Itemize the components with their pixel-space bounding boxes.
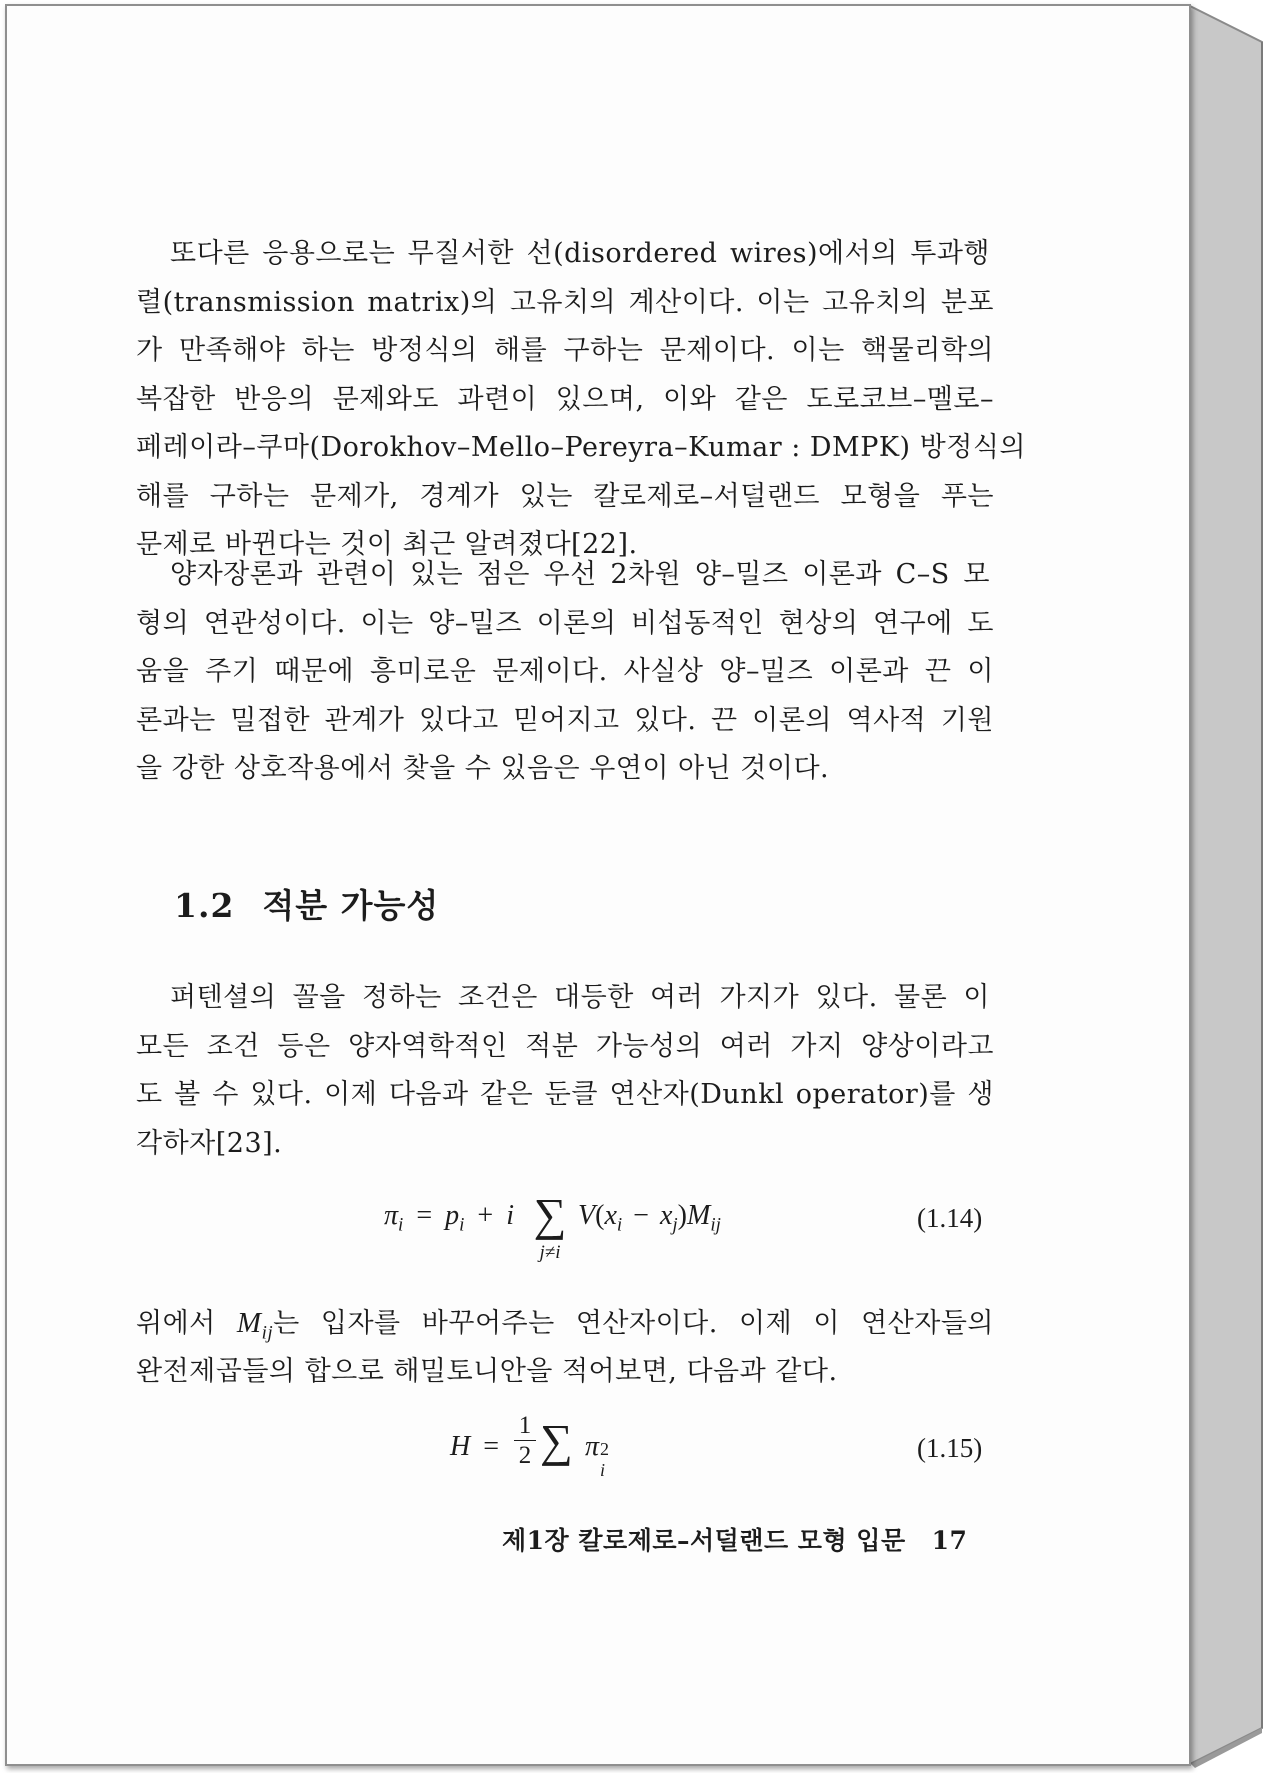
section-title: 적분 가능성 — [262, 886, 440, 925]
fraction-denominator: 2 — [518, 1442, 532, 1469]
page-number: 17 — [931, 1526, 968, 1555]
math-subscript: i — [459, 1214, 465, 1236]
math-symbol: x — [604, 1200, 617, 1231]
math-operator: + — [477, 1200, 494, 1231]
chapter-title: 제1장 칼로제로–서덜랜드 모형 입문 — [502, 1526, 906, 1555]
text-line: 움을 주기 때문에 흥미로운 문제이다. 사실상 양–밀즈 이론과 끈 이 — [136, 656, 994, 687]
text-line: 또다른 응용으로는 무질서한 선(disordered wires)에서의 투과행 — [170, 238, 990, 269]
summation-1-15: ∑ — [540, 1415, 573, 1466]
paragraph-applications-cont — [136, 279, 1026, 570]
text-line: 론과는 밀접한 관계가 있다고 믿어지고 있다. 끈 이론의 역사적 기원 — [136, 704, 994, 736]
math-symbol: M — [687, 1200, 711, 1231]
page-footer — [502, 1521, 967, 1557]
sigma-symbol: ∑ — [533, 1189, 567, 1240]
summation-subscript: j≠i — [539, 1242, 561, 1263]
equation-1-14 — [384, 1200, 514, 1237]
math-symbol: H — [450, 1431, 471, 1462]
text-fragment: 위에서 — [136, 1308, 237, 1339]
math-subscript: ij — [710, 1214, 721, 1236]
math-operator: − — [633, 1200, 649, 1231]
fraction-one-half — [514, 1412, 536, 1471]
equation-1-15 — [450, 1431, 505, 1463]
paragraph-hamiltonian — [136, 1299, 994, 1396]
summation-1-14 — [526, 1189, 574, 1264]
text-line: 각하자[23]. — [136, 1127, 283, 1159]
paragraph-quantum-field-theory-cont — [136, 600, 994, 794]
paragraph-dunkl-intro — [170, 974, 990, 1023]
equation-number-1-14: (1.14) — [917, 1203, 983, 1233]
text-line: 완전제곱들의 합으로 해밀토니안을 적어보면, 다음과 같다. — [136, 1355, 838, 1387]
inline-math-symbol: M — [236, 1307, 262, 1339]
text-line: 가 만족해야 하는 방정식의 해를 구하는 문제이다. 이는 핵물리학의 — [136, 335, 994, 366]
math-subscript: i — [600, 1460, 606, 1480]
paragraph-applications — [170, 230, 990, 279]
text-line: 렬(transmission matrix)의 고유치의 계산이다. 이는 고유치의 분포 — [136, 286, 994, 318]
math-subscript: i — [398, 1214, 404, 1236]
math-symbol: V — [578, 1200, 596, 1231]
inline-math-subscript: ij — [261, 1322, 274, 1344]
paragraph-quantum-field-theory — [170, 551, 990, 600]
pi-squared — [585, 1431, 611, 1480]
text-line: 모든 조건 등은 양자역학적인 적분 가능성의 여러 가지 양상이라고 — [136, 1030, 994, 1062]
math-symbol: x — [659, 1200, 673, 1231]
text-line: 복잡한 반응의 문제와도 과련이 있으며, 이와 같은 도로코브–멜로– — [136, 383, 994, 415]
equation-number-1-15: (1.15) — [917, 1433, 983, 1463]
text-fragment: 는 입자를 바꾸어주는 연산자이다. 이제 이 연산자들의 — [273, 1308, 994, 1339]
math-symbol: p — [445, 1200, 460, 1231]
math-subscript: i — [616, 1214, 623, 1236]
math-symbol: π — [585, 1431, 600, 1462]
math-superscript: 2 — [600, 1439, 610, 1459]
text-line — [136, 1299, 994, 1348]
text-line: 도 볼 수 있다. 이제 다음과 같은 둔클 연산자(Dunkl operator)를 생 — [136, 1079, 994, 1110]
equation-1-14-rhs: $V(x_i - x_j)M_{ij}$ — [578, 1200, 721, 1236]
text-line: 해를 구하는 문제가, 경계가 있는 칼로제로–서덜랜드 모형을 푸는 — [136, 480, 994, 512]
text-line: 페레이라–쿠마(Dorokhov–Mello–Pereyra–Kumar : DMPK) 방정식의 — [136, 432, 1026, 463]
math-operator: = — [416, 1200, 433, 1231]
text-line: 을 강한 상호작용에서 찾을 수 있음은 우연이 아닌 것이다. — [136, 753, 830, 784]
text-line: 형의 연관성이다. 이는 양–밀즈 이론의 비섭동적인 현상의 연구에 도 — [136, 607, 994, 639]
section-number: 1.2 — [174, 886, 235, 925]
section-heading — [174, 880, 439, 927]
text-line: 문제로 바뀐다는 것이 최근 알려졌다[22]. — [136, 529, 638, 560]
math-symbol: i — [506, 1200, 514, 1231]
paragraph-dunkl-intro-cont — [136, 1023, 994, 1169]
math-operator: = — [483, 1431, 500, 1462]
math-symbol: π — [384, 1200, 399, 1231]
math-subscript: j — [672, 1214, 678, 1236]
fraction-numerator: 1 — [514, 1412, 536, 1441]
text-line: 양자장론과 관련이 있는 점은 우선 2차원 양–밀즈 이론과 C–S 모 — [170, 559, 990, 590]
text-line: 퍼텐셜의 꼴을 정하는 조건은 대등한 여러 가지가 있다. 물론 이 — [170, 982, 990, 1013]
